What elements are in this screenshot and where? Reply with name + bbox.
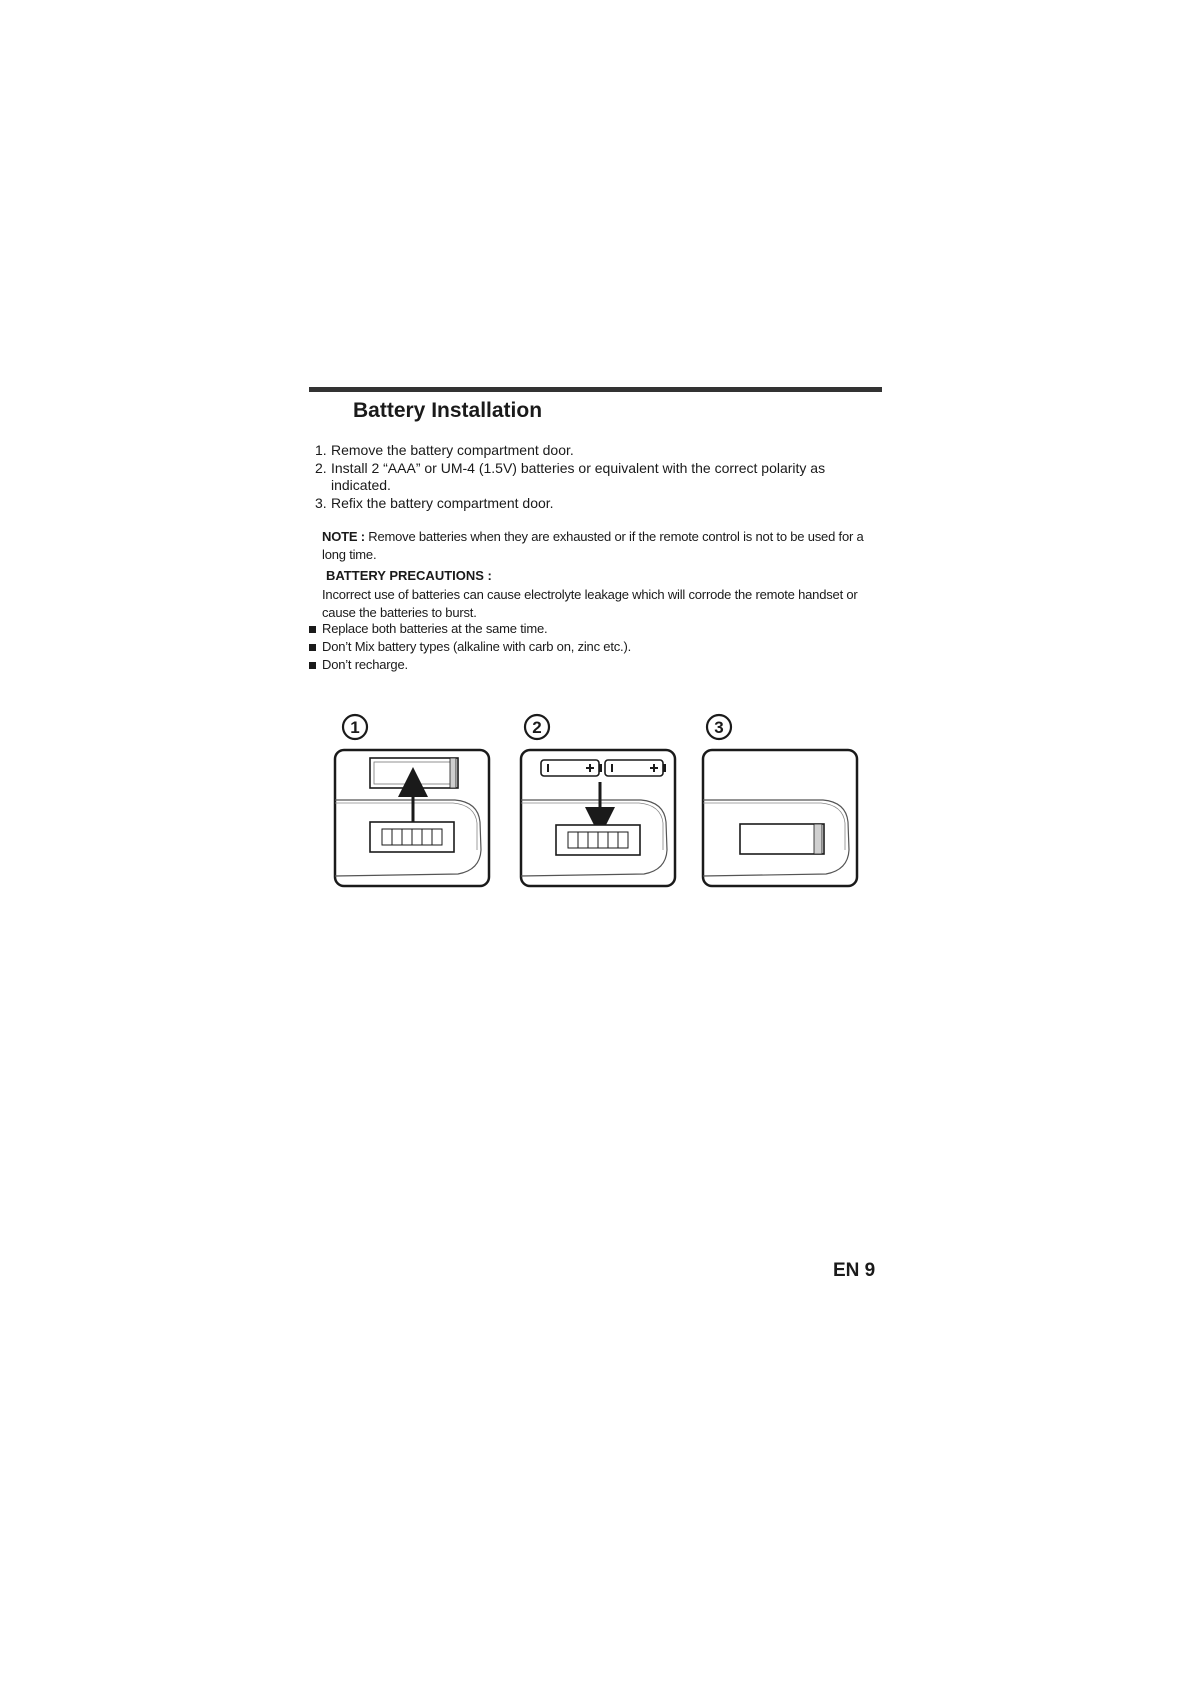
list-item-text: Don’t Mix battery types (alkaline with carb on, zinc etc.). — [322, 639, 631, 654]
battery-installation-figure — [330, 710, 870, 900]
step-number: 2. — [315, 460, 327, 476]
step-1-label: 1 — [350, 718, 360, 737]
step-text: Install 2 “AAA” or UM-4 (1.5V) batteries or equivalent with the correct polarity as indicated. — [331, 460, 826, 493]
precautions-heading: BATTERY PRECAUTIONS : — [326, 568, 492, 583]
list-item — [309, 656, 631, 674]
step-text: Refix the battery compartment door. — [331, 495, 554, 511]
bullet-square-icon — [309, 644, 316, 651]
precautions-list — [309, 620, 631, 674]
section-rule — [309, 387, 882, 392]
list-item — [309, 620, 631, 638]
step-number: 3. — [315, 495, 327, 511]
battery-terminal — [663, 764, 666, 772]
step-number: 1. — [315, 442, 327, 458]
list-item-text: Don’t recharge. — [322, 657, 408, 672]
list-item-text: Replace both batteries at the same time. — [322, 621, 548, 636]
list-item — [309, 638, 631, 656]
step-1-panel — [335, 715, 489, 886]
note-text: Remove batteries when they are exhausted or if the remote control is not to be used for a long time. — [322, 529, 864, 562]
bullet-square-icon — [309, 662, 316, 669]
step-3-label: 3 — [714, 718, 724, 737]
step-item — [315, 495, 875, 512]
step-item — [315, 460, 875, 494]
precautions-text: Incorrect use of batteries can cause electrolyte leakage which will corrode the remote handset or cause the batteries to burst. — [322, 587, 858, 620]
step-2-label: 2 — [532, 718, 542, 737]
bullet-square-icon — [309, 626, 316, 633]
step-text: Remove the battery compartment door. — [331, 442, 574, 458]
note-label: NOTE : — [322, 529, 365, 544]
step-3-panel — [703, 715, 857, 886]
steps-list — [315, 442, 875, 513]
closed-compartment-door — [740, 824, 824, 854]
door-latch — [450, 758, 456, 788]
battery-terminal — [599, 764, 602, 772]
door-latch — [814, 824, 822, 854]
step-3-frame — [703, 750, 857, 886]
note — [322, 528, 882, 564]
section-title: Battery Installation — [353, 399, 543, 422]
page-number: EN 9 — [833, 1260, 876, 1281]
step-item — [315, 442, 875, 459]
step-2-panel — [521, 715, 675, 886]
